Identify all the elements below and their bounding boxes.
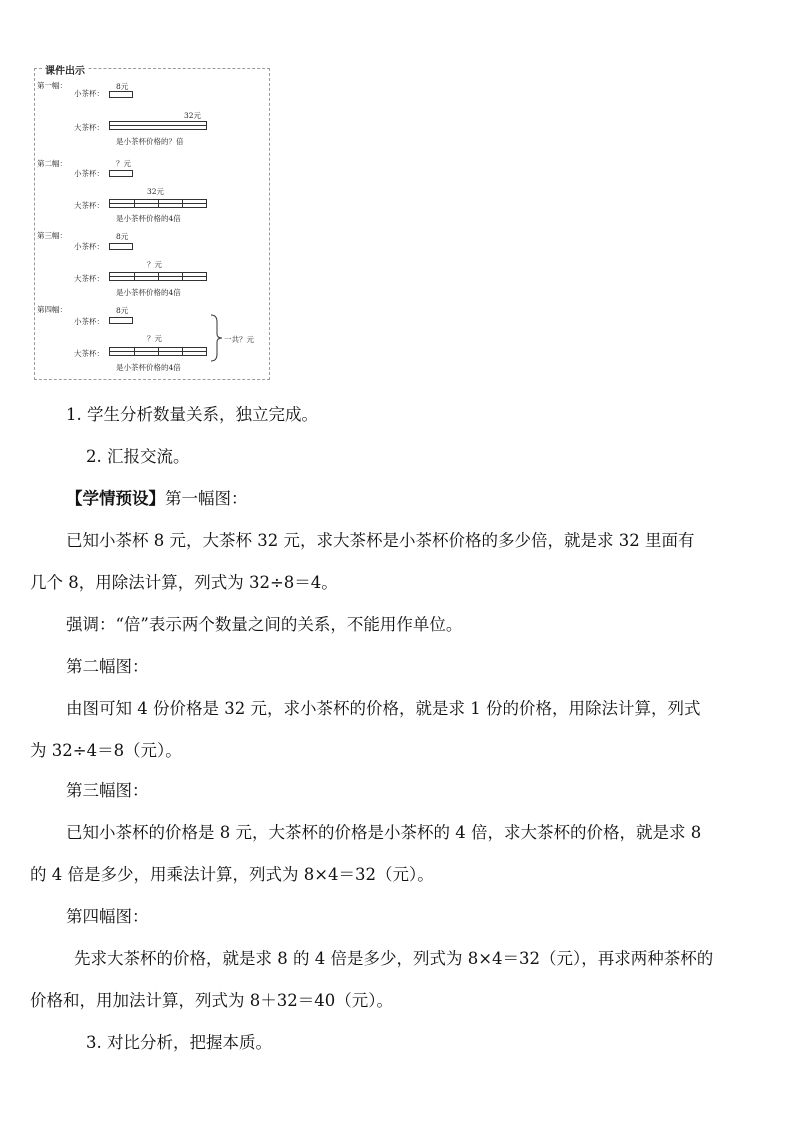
panel4-small-value: 8元 [116,306,129,315]
panel1-small-label: 小茶杯： [74,89,104,98]
preset-heading-rest: 第一幅图： [165,489,248,508]
panel4-big-value: ？元 [147,334,162,343]
panel2-big-value: 32元 [147,187,165,196]
panel1-bottom: 是小茶杯价格的？倍 [116,137,184,146]
panel3-small-value: 8元 [116,232,129,241]
para2-line2: 为 32÷4＝8（元）。 [30,741,182,760]
para4-line1: 先求大茶杯的价格，就是求 8 的 4 倍是多少，列式为 8×4＝32（元），再求两种茶杯的 [74,949,714,968]
panel4-small-bar [109,317,133,324]
step-3: 3. 对比分析，把握本质。 [86,1033,272,1052]
panel4-small-label: 小茶杯： [74,317,104,326]
emphasis: 强调：“倍”表示两个数量之间的关系，不能用作单位。 [66,615,463,634]
para1-line2: 几个 8，用除法计算，列式为 32÷8＝4。 [30,573,338,592]
panel4-brace-label: 一共？元 [224,335,254,344]
panel1-small-value: 8元 [116,82,129,91]
panel3-small-bar [109,243,133,250]
panel1-big-label: 大茶杯： [74,123,104,132]
panel2-small-label: 小茶杯： [74,169,104,178]
para2-line1: 由图可知 4 份价格是 32 元，求小茶杯的价格，就是求 1 份的价格，用除法计算，列式 [66,699,701,718]
panel3-big-bar [109,272,207,281]
panel4-big-label: 大茶杯： [74,349,104,358]
panel4-bottom: 是小茶杯价格的4倍 [116,363,181,372]
step-2: 2. 汇报交流。 [86,447,190,466]
heading-fig3: 第三幅图： [66,781,149,800]
panel2-big-label: 大茶杯： [74,201,104,210]
panel1-big-bar [109,121,207,130]
step-1: 1. 学生分析数量关系，独立完成。 [66,405,318,424]
preset-bracket: 【学情预设】 [66,489,165,508]
courseware-diagram [34,62,272,382]
panel3-bottom: 是小茶杯价格的4倍 [116,288,181,297]
panel1-big-value: 32元 [184,111,202,120]
panel1-small-bar [109,91,133,98]
diagram-tag: 课件出示 [42,62,88,77]
panel2-small-value: ？元 [116,159,131,168]
panel2-small-bar [109,170,133,177]
panel3-big-label: 大茶杯： [74,274,104,283]
heading-fig2: 第二幅图： [66,657,149,676]
para1-line1: 已知小茶杯 8 元，大茶杯 32 元，求大茶杯是小茶杯价格的多少倍，就是求 32 里面有 [66,531,695,550]
panel4-big-bar [109,347,207,356]
preset-heading [66,485,248,509]
panel3-heading: 第三幅： [37,231,67,240]
panel1-heading: 第一幅： [37,81,67,90]
heading-fig4: 第四幅图： [66,907,149,926]
para4-line2: 价格和，用加法计算，列式为 8＋32＝40（元）。 [30,991,393,1010]
panel4-heading: 第四幅： [37,305,67,314]
para3-line2: 的 4 倍是多少，用乘法计算，列式为 8×4＝32（元）。 [30,865,434,884]
right-brace-icon [210,314,224,362]
para3-line1: 已知小茶杯的价格是 8 元，大茶杯的价格是小茶杯的 4 倍，求大茶杯的价格，就是求 8 [66,823,702,842]
panel3-small-label: 小茶杯： [74,242,104,251]
panel3-big-value: ？元 [147,260,162,269]
panel2-big-bar [109,199,207,208]
panel2-heading: 第二幅： [37,159,67,168]
panel2-bottom: 是小茶杯价格的4倍 [116,214,181,223]
